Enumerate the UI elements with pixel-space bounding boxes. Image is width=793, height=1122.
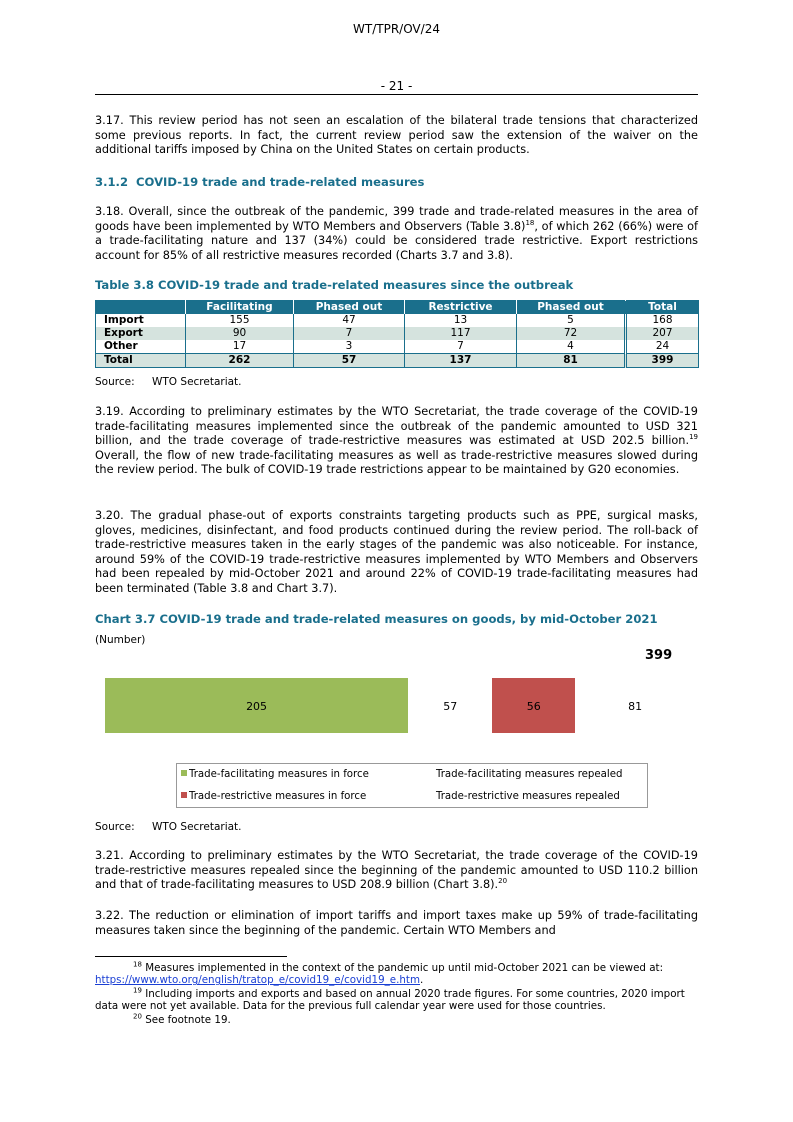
table-cell: 57 — [294, 354, 405, 368]
bar-value-label: 205 — [246, 700, 268, 713]
footnote-18: $^{18}$ Measures implemented in the context of the pandemic up until mid-October 2021 can be viewed at: https://www.wto.org/english/tratop_e/covid19_e/covid19_e.htm. — [95, 960, 664, 987]
table-cell: 117 — [405, 327, 517, 340]
footnote-19: $^{19}$ Including imports and exports and based on annual 2020 trade figures. For some countries, 2020 import data were not yet available. Data for the previous full calendar year were used for those countries. — [95, 986, 685, 1013]
table-cell: 137 — [405, 354, 517, 368]
legend-item: Trade-facilitating measures in force — [181, 769, 369, 780]
doc-symbol: WT/TPR/OV/24 — [353, 22, 440, 36]
table-cell: Import — [104, 314, 144, 326]
legend-swatch — [181, 792, 187, 798]
footnote-rule — [95, 956, 287, 957]
footnote-ref-19[interactable]: 19 — [689, 433, 698, 442]
header-rule — [95, 94, 698, 95]
paragraph-3-19: 3.19. According to preliminary estimates by the WTO Secretariat, the trade coverage of the COVID-19 trade-facilitating measures implemented since the outbreak of the pandemic amounted to USD 321 billion, and the trade coverage of trade-restrictive measures was estimated at USD 202.5 billion.$^{19}$ Overall, the flow of new trade-facilitating measures as well as trade-restrictive measures slowed during the review period. The bulk of COVID-19 trade restrictions appear to be maintained by G20 economies. — [95, 405, 698, 477]
table-row — [96, 314, 699, 327]
footnote-ref-18[interactable]: 18 — [525, 218, 535, 227]
table-cell: 3 — [294, 340, 405, 354]
chart-unit: (Number) — [95, 634, 146, 646]
footnote-20: $^{20}$ See footnote 19. — [133, 1012, 231, 1026]
table-header-row — [96, 301, 699, 315]
bar-value-label: 81 — [628, 700, 643, 713]
bar-value-label: 57 — [443, 700, 458, 713]
table-cell: 81 — [517, 354, 626, 368]
table-cell: 168 — [626, 314, 699, 327]
section-heading-3-1-2 — [95, 175, 424, 189]
table-row — [96, 327, 699, 340]
table-header-restrictive: Restrictive — [405, 301, 517, 315]
table-header-phased-out: Phased out — [294, 301, 405, 315]
table-header-facilitating: Facilitating — [186, 301, 294, 315]
paragraph-3-21: 3.21. According to preliminary estimates by the WTO Secretariat, the trade coverage of the COVID-19 trade-restrictive measures repealed since the beginning of the pandemic amounted to USD 110.2 billion and that of trade-facilitating measures to USD 208.9 billion (Chart 3.8).$^{20}$ — [95, 849, 698, 892]
table-total-row — [96, 354, 699, 368]
table-cell: 17 — [186, 340, 294, 354]
table-cell: 262 — [186, 354, 294, 368]
table-cell: 399 — [626, 354, 699, 368]
section-number: 3.1.2 — [95, 175, 129, 189]
table-3-8-caption: Table 3.8 COVID-19 trade and trade-related measures since the outbreak — [95, 278, 574, 292]
footnote-link[interactable]: https://www.wto.org/english/tratop_e/covid19_e/covid19_e.htm — [95, 974, 421, 987]
table-cell: Total — [96, 354, 186, 368]
bar-value-label: 56 — [526, 700, 541, 713]
table-header-blank — [96, 301, 186, 315]
table-header-phased-out: Phased out — [517, 301, 626, 315]
table-cell: 5 — [517, 314, 626, 327]
table-3-8 — [95, 300, 699, 368]
chart-total-label: 399 — [645, 648, 673, 663]
paragraph-3-22: 3.22. The reduction or elimination of import tariffs and import taxes make up 59% of trade-facilitating measures taken since the beginning of the pandemic. Certain WTO Members and — [95, 909, 698, 937]
table-cell: 90 — [186, 327, 294, 340]
table-cell: 7 — [294, 327, 405, 340]
legend-swatch — [181, 770, 187, 776]
table-cell: 72 — [517, 327, 626, 340]
footnote-ref-20[interactable]: 20 — [498, 877, 508, 886]
table-cell: 47 — [294, 314, 405, 327]
legend-item: Trade-facilitating measures repealed — [436, 769, 623, 780]
table-cell: 4 — [517, 340, 626, 354]
chart-legend — [176, 763, 648, 808]
chart-3-7-title: Chart 3.7 COVID-19 trade and trade-related measures on goods, by mid-October 2021 — [95, 612, 658, 626]
table-cell: Other — [104, 340, 138, 352]
paragraph-3-20: 3.20. The gradual phase-out of exports constraints targeting products such as PPE, surgical masks, gloves, medicines, disinfectant, and food products continued during the review period. The roll-back of trade-restrictive measures taken in the early stages of the pandemic was also noticeable. For instance, around 59% of the COVID-19 trade-restrictive measures implemented by WTO Members and Observers had been repealed by mid-October 2021 and around 22% of COVID-19 trade-facilitating measures had been terminated (Table 3.8 and Chart 3.7). — [95, 509, 698, 595]
table-source: Source: WTO Secretariat. — [95, 376, 242, 388]
legend-item: Trade-restrictive measures repealed — [436, 791, 620, 802]
page-number: - 21 - — [380, 79, 413, 93]
section-title: COVID-19 trade and trade-related measures — [136, 175, 425, 189]
table-row — [96, 340, 699, 354]
table-cell: 13 — [405, 314, 517, 327]
table-cell: 7 — [405, 340, 517, 354]
paragraph-3-17: 3.17. This review period has not seen an escalation of the bilateral trade tensions that characterized some previous reports. In fact, the current review period saw the extension of the waiver on the additional tariffs imposed by China on the United States on certain products. — [95, 114, 698, 157]
table-header-total: Total — [626, 301, 699, 315]
paragraph-3-18: 3.18. Overall, since the outbreak of the pandemic, 399 trade and trade-related measures in the area of goods have been implemented by WTO Members and Observers (Table 3.8)$^{18}$, of which 262 (66%) were of a trade-facilitating nature and 137 (34%) could be considered trade restrictive. Export restrictions account for 85% of all restrictive measures recorded (Charts 3.7 and 3.8). — [95, 205, 698, 262]
legend-item: Trade-restrictive measures in force — [181, 791, 366, 802]
table-cell: Export — [96, 327, 186, 340]
table-cell: 24 — [626, 340, 699, 354]
table-cell: 155 — [186, 314, 294, 327]
chart-source: Source: WTO Secretariat. — [95, 821, 242, 833]
table-cell: 207 — [626, 327, 699, 340]
